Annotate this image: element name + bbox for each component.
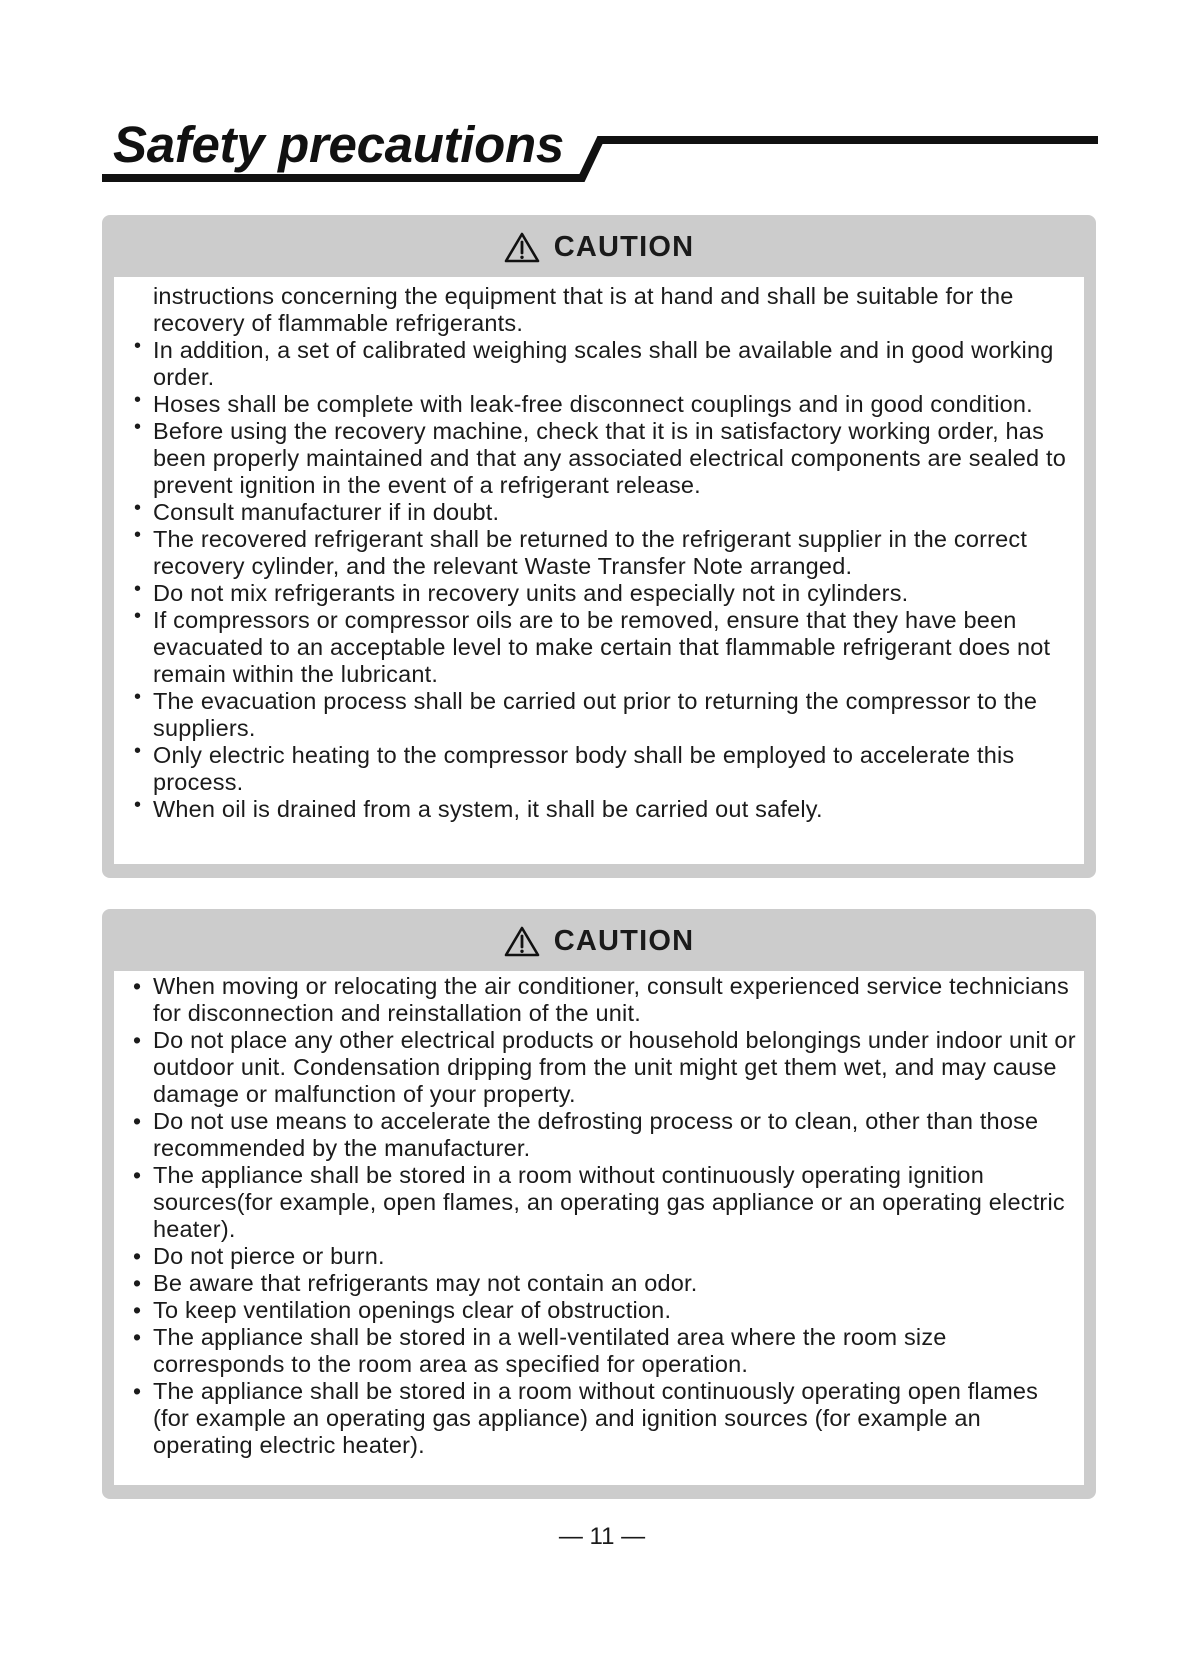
item-text: The recovered refrigerant shall be returned to the refrigerant supplier in the correct recovery cylinder, and the relevant Waste Transfer Note arranged.	[153, 526, 1028, 579]
item-text: To keep ventilation openings clear of obstruction.	[153, 1297, 672, 1323]
item-text: Do not mix refrigerants in recovery units and especially not in cylinders.	[153, 580, 909, 606]
item-text: instructions concerning the equipment that is at hand and shall be suitable for the recovery of flammable refrigerants.	[153, 283, 1014, 336]
list-item	[114, 337, 1084, 391]
item-text: The appliance shall be stored in a room without continuously operating ignition sources(for example, open flames, an operating gas appliance or an operating electric heater).	[153, 1162, 1065, 1242]
bullet: •	[134, 416, 142, 438]
bullet: •	[133, 1324, 142, 1350]
item-text: If compressors or compressor oils are to be removed, ensure that they have been evacuated to an acceptable level to make certain that flammable refrigerant does not remain within the lubricant.	[153, 607, 1051, 687]
item-text: The appliance shall be stored in a well-ventilated area where the room size corresponds to the room area as specified for operation.	[153, 1324, 947, 1377]
item-text: Do not use means to accelerate the defrosting process or to clean, other than those recommended by the manufacturer.	[153, 1108, 1039, 1161]
bullet: •	[133, 1108, 142, 1134]
item-text: Be aware that refrigerants may not contain an odor.	[153, 1270, 698, 1296]
list-item	[114, 607, 1084, 688]
bullet: •	[134, 389, 142, 411]
list-item	[114, 1324, 1084, 1378]
item-text: Do not pierce or burn.	[153, 1243, 385, 1269]
item-text: When oil is drained from a system, it shall be carried out safely.	[153, 796, 823, 822]
bullet: •	[134, 335, 142, 357]
list-item	[114, 1243, 1084, 1270]
bullet: •	[134, 524, 142, 546]
list-item	[114, 391, 1084, 418]
caution-list	[114, 973, 1084, 1459]
caution-label: CAUTION	[553, 230, 695, 263]
caution-label: CAUTION	[553, 924, 695, 957]
caution-list	[114, 283, 1084, 823]
list-item	[114, 1108, 1084, 1162]
item-text: In addition, a set of calibrated weighing scales shall be available and in good working order.	[153, 337, 1054, 390]
bullet: •	[133, 1027, 142, 1053]
bullet: •	[134, 740, 142, 762]
bullet: •	[133, 1270, 142, 1296]
list-item	[114, 580, 1084, 607]
item-text: Hoses shall be complete with leak-free disconnect couplings and in good condition.	[153, 391, 1033, 417]
list-item	[114, 1162, 1084, 1243]
bullet: •	[134, 497, 142, 519]
item-text: When moving or relocating the air conditioner, consult experienced service technicians for disconnection and reinstallation of the unit.	[153, 973, 1069, 1026]
caution-panel-1	[102, 215, 1096, 878]
page-header	[102, 112, 1098, 194]
caution-title	[504, 925, 695, 958]
item-text: Only electric heating to the compressor body shall be employed to accelerate this process.	[153, 742, 1015, 795]
item-text: Do not place any other electrical products or household belongings under indoor unit or outdoor unit. Condensation dripping from the unit might get them wet, and may cause damage or malfunction of your property.	[153, 1027, 1076, 1107]
item-text: The evacuation process shall be carried out prior to returning the compressor to the suppliers.	[153, 688, 1038, 741]
page-number: — 11 —	[558, 1523, 646, 1550]
list-item	[114, 418, 1084, 499]
bullet: •	[134, 605, 142, 627]
caution-body	[114, 277, 1084, 864]
list-item	[114, 1270, 1084, 1297]
list-item	[114, 973, 1084, 1027]
warning-triangle-icon	[504, 232, 540, 263]
bullet: •	[133, 1378, 142, 1404]
bullet: •	[134, 794, 142, 816]
caution-panel-2	[102, 909, 1096, 1499]
warning-triangle-icon	[504, 926, 540, 957]
list-item	[114, 796, 1084, 823]
caution-body	[114, 971, 1084, 1485]
bullet: •	[133, 1243, 142, 1269]
item-text: The appliance shall be stored in a room without continuously operating open flames (for example an operating gas appliance) and ignition sources (for example an operating electric heater).	[153, 1378, 1039, 1458]
bullet: •	[134, 686, 142, 708]
list-item	[114, 499, 1084, 526]
list-item	[114, 688, 1084, 742]
list-item	[114, 742, 1084, 796]
list-item	[114, 1027, 1084, 1108]
item-text: Consult manufacturer if in doubt.	[153, 499, 500, 525]
caution-header	[102, 215, 1096, 277]
bullet: •	[133, 1162, 142, 1188]
item-text: Before using the recovery machine, check that it is in satisfactory working order, has been properly maintained and that any associated electrical components are sealed to prevent ignition in the event of a refrigerant release.	[153, 418, 1066, 498]
list-item	[114, 283, 1084, 337]
page-title: Safety precautions	[113, 116, 564, 173]
caution-header	[102, 909, 1096, 971]
bullet: •	[134, 578, 142, 600]
bullet: •	[133, 1297, 142, 1323]
list-item	[114, 1378, 1084, 1459]
bullet: •	[133, 973, 142, 999]
list-item	[114, 526, 1084, 580]
caution-title	[504, 231, 695, 264]
list-item	[114, 1297, 1084, 1324]
